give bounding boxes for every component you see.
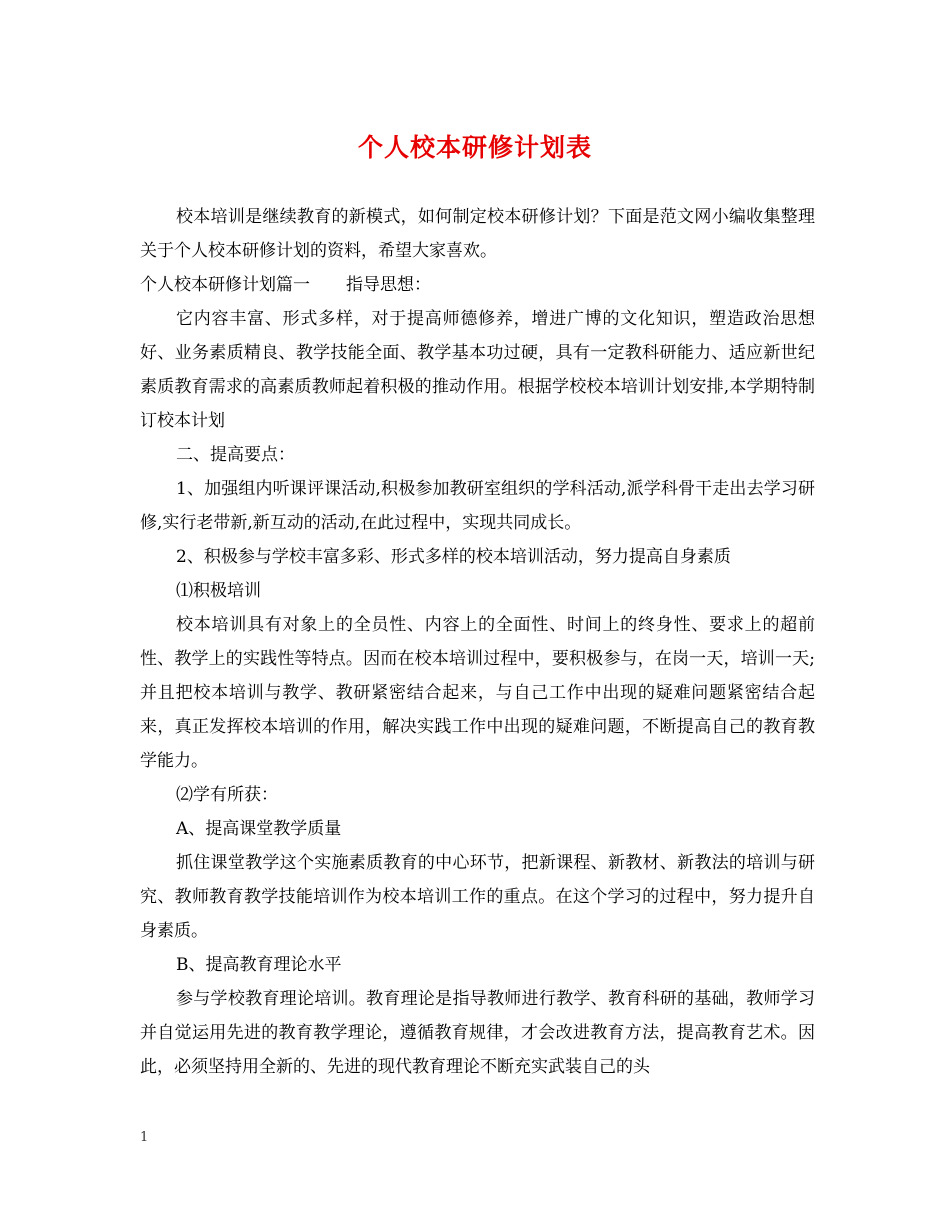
subheading-theory-level: B、提高教育理论水平	[176, 955, 342, 975]
section-heading	[140, 268, 815, 302]
paragraph-guiding-idea: 它内容丰富、形式多样，对于提高师德修养，增进广博的文化知识，塑造政治思想好、业务素质精良、教学技能全面、教学基本功过硬，具有一定教科研能力、适应新世纪素质教育需求的高素质教师起着积极的推动作用。根据学校校本培训计划安排,本学期特制订校本计划	[140, 309, 815, 431]
paragraph-training-features: 校本培训具有对象上的全员性、内容上的全面性、时间上的终身性、要求上的超前性、教学上的实践性等特点。因而在校本培训过程中，要积极参与，在岗一天，培训一天;并且把校本培训与教学、教研紧密结合起来，与自己工作中出现的疑难问题紧密结合起来，真正发挥校本培训的作用，解决实践工作中出现的疑难问题，不断提高自己的教育教学能力。	[140, 615, 815, 771]
document-body	[140, 200, 815, 1084]
page-number: 1	[140, 1130, 149, 1145]
subheading-active-training: ⑴积极培训	[176, 581, 261, 601]
subheading-learning-gains: ⑵学有所获：	[176, 785, 278, 805]
paragraph-point-1: 1、加强组内听课评课活动,积极参加教研室组织的学科活动,派学科骨干走出去学习研修,实行老带新,新互动的活动,在此过程中，实现共同成长。	[140, 479, 815, 533]
paragraph-teaching-quality: 抓住课堂教学这个实施素质教育的中心环节，把新课程、新教材、新教法的培训与研究、教师教育教学技能培训作为校本培训工作的重点。在这个学习的过程中，努力提升自身素质。	[140, 853, 815, 941]
paragraph-point-2: 2、积极参与学校丰富多彩、形式多样的校本培训活动，努力提高自身素质	[176, 547, 731, 567]
paragraph-theory-level: 参与学校教育理论培训。教育理论是指导教师进行教学、教育科研的基础，教师学习并自觉运用先进的教育教学理论，遵循教育规律，才会改进教育方法，提高教育艺术。因此，必须坚持用全新的、先进的现代教育理论不断充实武装自己的头	[140, 989, 815, 1077]
intro-paragraph: 校本培训是继续教育的新模式，如何制定校本研修计划？下面是范文网小编收集整理关于个人校本研修计划的资料，希望大家喜欢。	[140, 207, 815, 261]
document-title: 个人校本研修计划表	[357, 133, 592, 162]
subheading-teaching-quality: A、提高课堂教学质量	[176, 819, 342, 839]
section-label: 个人校本研修计划篇一	[140, 275, 310, 295]
heading-key-points: 二、提高要点：	[176, 445, 295, 465]
section-subheading: 指导思想：	[346, 275, 431, 295]
